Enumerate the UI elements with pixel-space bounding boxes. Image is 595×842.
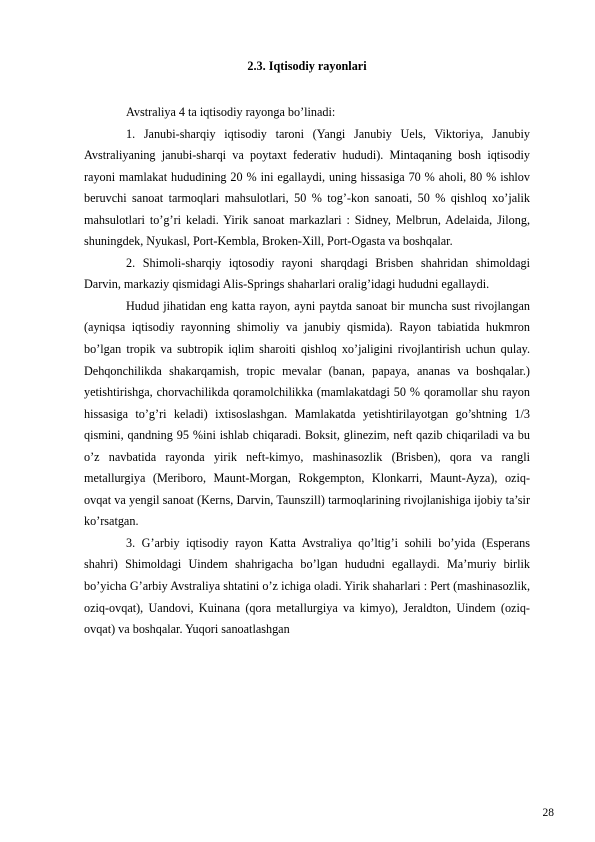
paragraph-northeast-region: 2. Shimoli-sharqiy iqtosodiy rayoni sharqdagi Brisben shahridan shimoldagi Darvin, markaziy qismidagi Alis-Springs shaharlari oralig’idagi hududni egallaydi. <box>84 255 530 292</box>
paragraph-southeast-region: 1. Janubi-sharqiy iqtisodiy taroni (Yangi Janubiy Uels, Viktoriya, Janubiy Avstraliyaning janubi-sharqi va poytaxt federativ hududi). Mintaqaning bosh iqtisodiy rayoni mamlakat hududining 20 % ini egallaydi, uning hissasiga 70 % aholi, 80 % ishlov beruvchi sanoat tarmoqlari mahsulotlari, 50 % tog’-kon sanoati, 50 % qishloq xo’jalik mahsulotlari to’g’ri keladi. Yirik sanoat markazlari : Sidney, Melbrun, Adelaida, Jilong, shuningdek, Nyukasl, Port-Kembla, Broken-Xill, Port-Ogasta va boshqalar. <box>84 126 530 249</box>
paragraph-western-region: 3. G’arbiy iqtisodiy rayon Katta Avstraliya qo’ltig’i sohili bo’yida (Esperans shahri) Shimoldagi Uindem shahrigacha bo’lgan hududni egallaydi. Ma’muriy birlik bo’yicha G’arbiy Avstraliya shtatini o’z ichiga oladi. Yirik shaharlari : Pert (mashinasozlik, oziq-ovqat), Uandovi, Kuinana (qora metallurgiya va kimyo), Jeraldton, Uindem (oziq-ovqat) va boshqalar. Yuqori sanoatlashgan <box>84 535 530 637</box>
page-number: 28 <box>542 807 554 819</box>
section-title: 2.3. Iqtisodiy rayonlari <box>247 59 367 73</box>
body-text <box>84 102 530 641</box>
intro-paragraph: Avstraliya 4 ta iqtisodiy rayonga bo’linadi: <box>126 105 336 119</box>
paragraph-northeast-details: Hudud jihatidan eng katta rayon, ayni paytda sanoat bir muncha sust rivojlangan (ayniqsa iqtisodiy rayonning shimoliy va janubiy qismida). Rayon tabiatida hukmron bo’lgan tropik va subtropik iqlim sharoiti qishloq xo’jaligini rivojlantirish uchun qulay. Dehqonchilikda shakarqamish, tropic mevalar (banan, papaya, ananas va boshqalar.) yetishtirishga, chorvachilikda qoramolchilikka (mamlakatdagi 50 % qoramollar shu rayon hissasiga to’g’ri keladi) ixtisoslashgan. Mamlakatda yetishtirilayotgan go’shtning 1/3 qismini, qandning 95 %ini ishlab chiqaradi. Boksit, glinezim, neft qazib chiqariladi va bu o’z navbatida rayonda yirik neft-kimyo, mashinasozlik (Brisben), qora va rangli metallurgiya (Meriboro, Maunt-Morgan, Rokgempton, Klonkarri, Maunt-Ayza), oziq-ovqat va yengil sanoat (Kerns, Darvin, Taunszill) tarmoqlarining rivojlanishiga ijobiy ta’sir ko’rsatgan. <box>84 298 530 529</box>
